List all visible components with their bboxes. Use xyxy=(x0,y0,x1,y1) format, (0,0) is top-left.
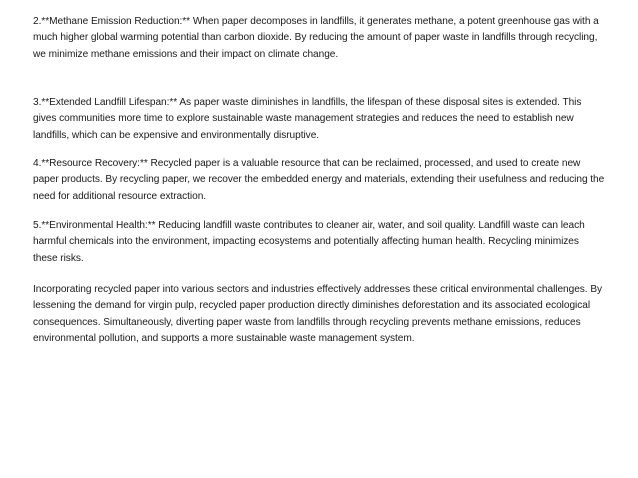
paragraph-resource-recovery: 4.**Resource Recovery:** Recycled paper is a valuable resource that can be reclaimed, processed, and used to create new paper products. By recycling paper, we recover the embedded energy and materials, extending their usefulness and reducing the need for additional resource extraction. xyxy=(33,158,605,202)
paragraph-conclusion: Incorporating recycled paper into various sectors and industries effectively addresses these critical environmental challenges. By lessening the demand for virgin pulp, recycled paper production directly diminishes deforestation and its associated ecological consequences. Simultaneously, diverting paper waste from landfills through recycling prevents methane emissions, reduces environmental pollution, and supports a more sustainable waste management system. xyxy=(33,284,603,344)
paragraph-environmental-health: 5.**Environmental Health:** Reducing landfill waste contributes to cleaner air, water, and soil quality. Landfill waste can leach harmful chemicals into the environment, impacting ecosystems and potentially affecting human health. Recycling minimizes these risks. xyxy=(33,220,585,264)
paragraph-extended-landfill-lifespan: 3.**Extended Landfill Lifespan:** As paper waste diminishes in landfills, the lifespan of these disposal sites is extended. This gives communities more time to explore sustainable waste management strategies and reduces the need to establish new landfills, which can be expensive and environmentally disruptive. xyxy=(33,97,582,141)
paragraph-methane-emission-reduction: 2.**Methane Emission Reduction:** When paper decomposes in landfills, it generates methane, a potent greenhouse gas with a much higher global warming potential than carbon dioxide. By reducing the amount of paper waste in landfills through recycling, we minimize methane emissions and their impact on climate change. xyxy=(33,16,599,60)
